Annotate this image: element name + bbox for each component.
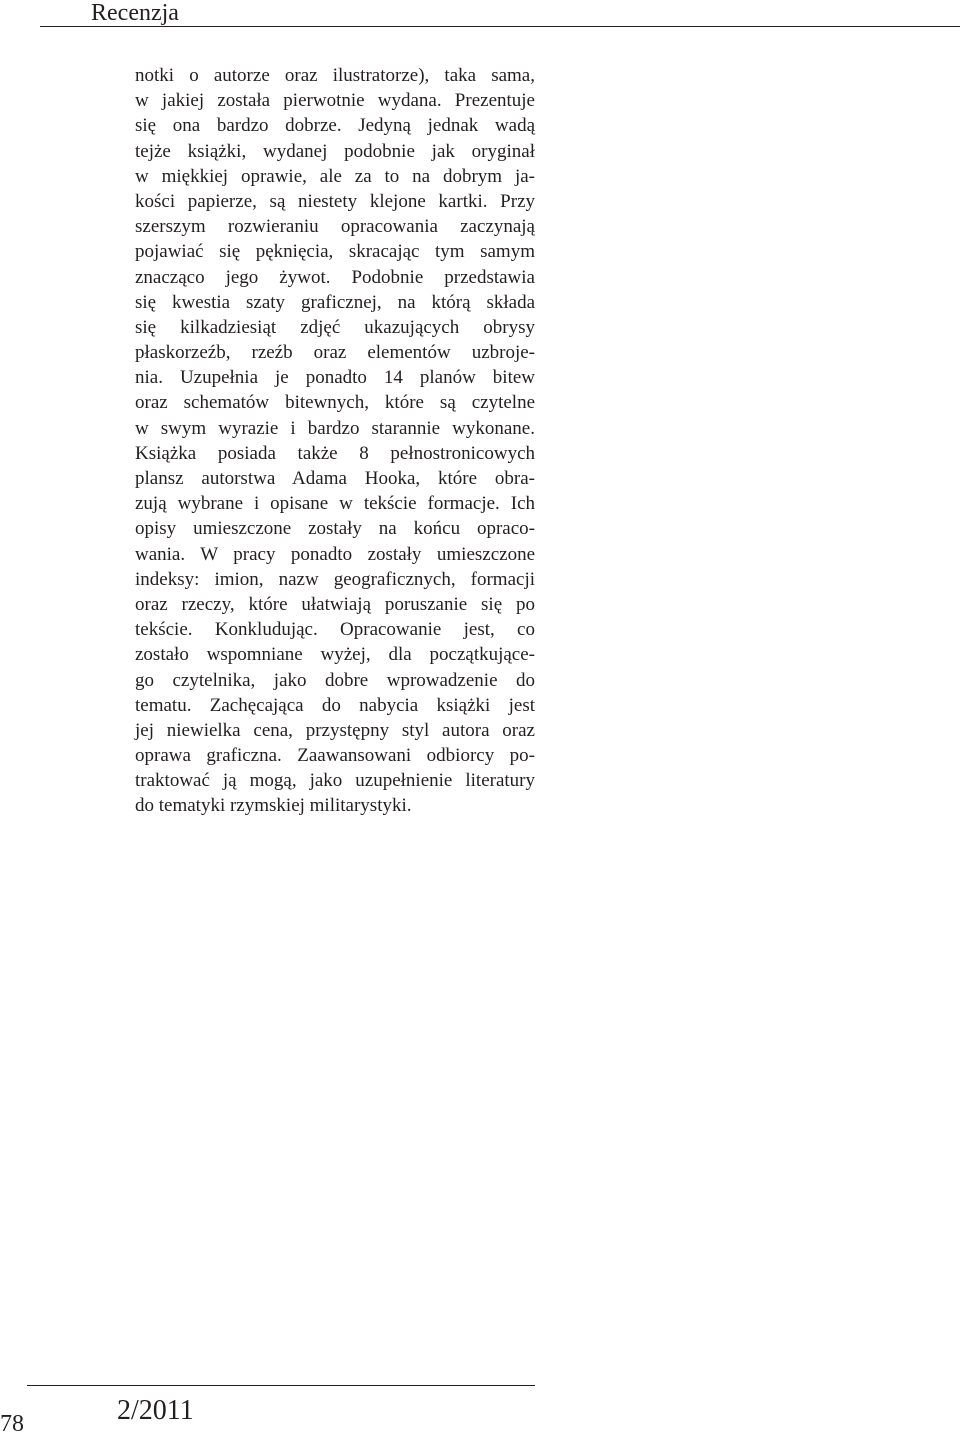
text-line: tematu. Zachęcająca do nabycia książki jest: [135, 694, 535, 716]
text-line: w jakiej została pierwotnie wydana. Prezentuje: [135, 90, 535, 112]
text-line: zują wybrane i opisane w tekście formacje. Ich: [135, 493, 535, 515]
text-line: się kwestia szaty graficznej, na którą składa: [135, 291, 535, 313]
text-line: się kilkadziesiąt zdjęć ukazujących obrysy: [135, 316, 535, 338]
text-line: oprawa graficzna. Zaawansowani odbiorcy po-: [135, 745, 535, 767]
text-line: się ona bardzo dobrze. Jedyną jednak wadą: [135, 115, 535, 137]
text-line: indeksy: imion, nazw geograficznych, formacji: [135, 568, 535, 590]
section-title: Recenzja: [91, 0, 179, 26]
text-line: szerszym rozwieraniu opracowania zaczynają: [135, 216, 535, 238]
text-line: traktować ją mogą, jako uzupełnienie literatury: [135, 770, 535, 792]
page-number: 78: [0, 1411, 24, 1437]
text-line: do tematyki rzymskiej militarystyki.: [135, 795, 412, 817]
text-line: Książka posiada także 8 pełnostronicowych: [135, 442, 535, 464]
text-line: opisy umieszczone zostały na końcu opraco-: [135, 518, 535, 540]
text-line: notki o autorze oraz ilustratorze), taka sama,: [135, 65, 535, 86]
page-header: [0, 0, 960, 27]
text-line: w miękkiej oprawie, ale za to na dobrym ja-: [135, 165, 535, 187]
footer-rule: [27, 1385, 535, 1386]
text-line: kości papierze, są niestety klejone kartki. Przy: [135, 190, 535, 212]
issue-number: 2/2011: [117, 1395, 194, 1426]
text-line: oraz rzeczy, które ułatwiają poruszanie się po: [135, 593, 535, 615]
text-line: znacząco jego żywot. Podobnie przedstawia: [135, 266, 535, 288]
text-line: płaskorzeźb, rzeźb oraz elementów uzbroje-: [135, 342, 535, 364]
header-rule: [40, 26, 960, 27]
text-line: go czytelnika, jako dobre wprowadzenie do: [135, 669, 535, 691]
text-line: jej niewielka cena, przystępny styl autora oraz: [135, 719, 535, 741]
text-line: w swym wyrazie i bardzo starannie wykonane.: [135, 417, 535, 439]
text-line: pojawiać się pęknięcia, skracając tym samym: [135, 241, 535, 263]
article-body: [135, 63, 535, 819]
text-line: plansz autorstwa Adama Hooka, które obra-: [135, 468, 535, 489]
text-line: wania. W pracy ponadto zostały umieszczone: [135, 543, 535, 565]
text-line: zostało wspomniane wyżej, dla początkujące-: [135, 644, 535, 666]
text-line: oraz schematów bitewnych, które są czytelne: [135, 392, 535, 414]
text-line: tejże książki, wydanej podobnie jak oryginał: [135, 140, 535, 162]
text-line: nia. Uzupełnia je ponadto 14 planów bitew: [135, 367, 535, 389]
text-line: tekście. Konkludując. Opracowanie jest, co: [135, 619, 535, 641]
